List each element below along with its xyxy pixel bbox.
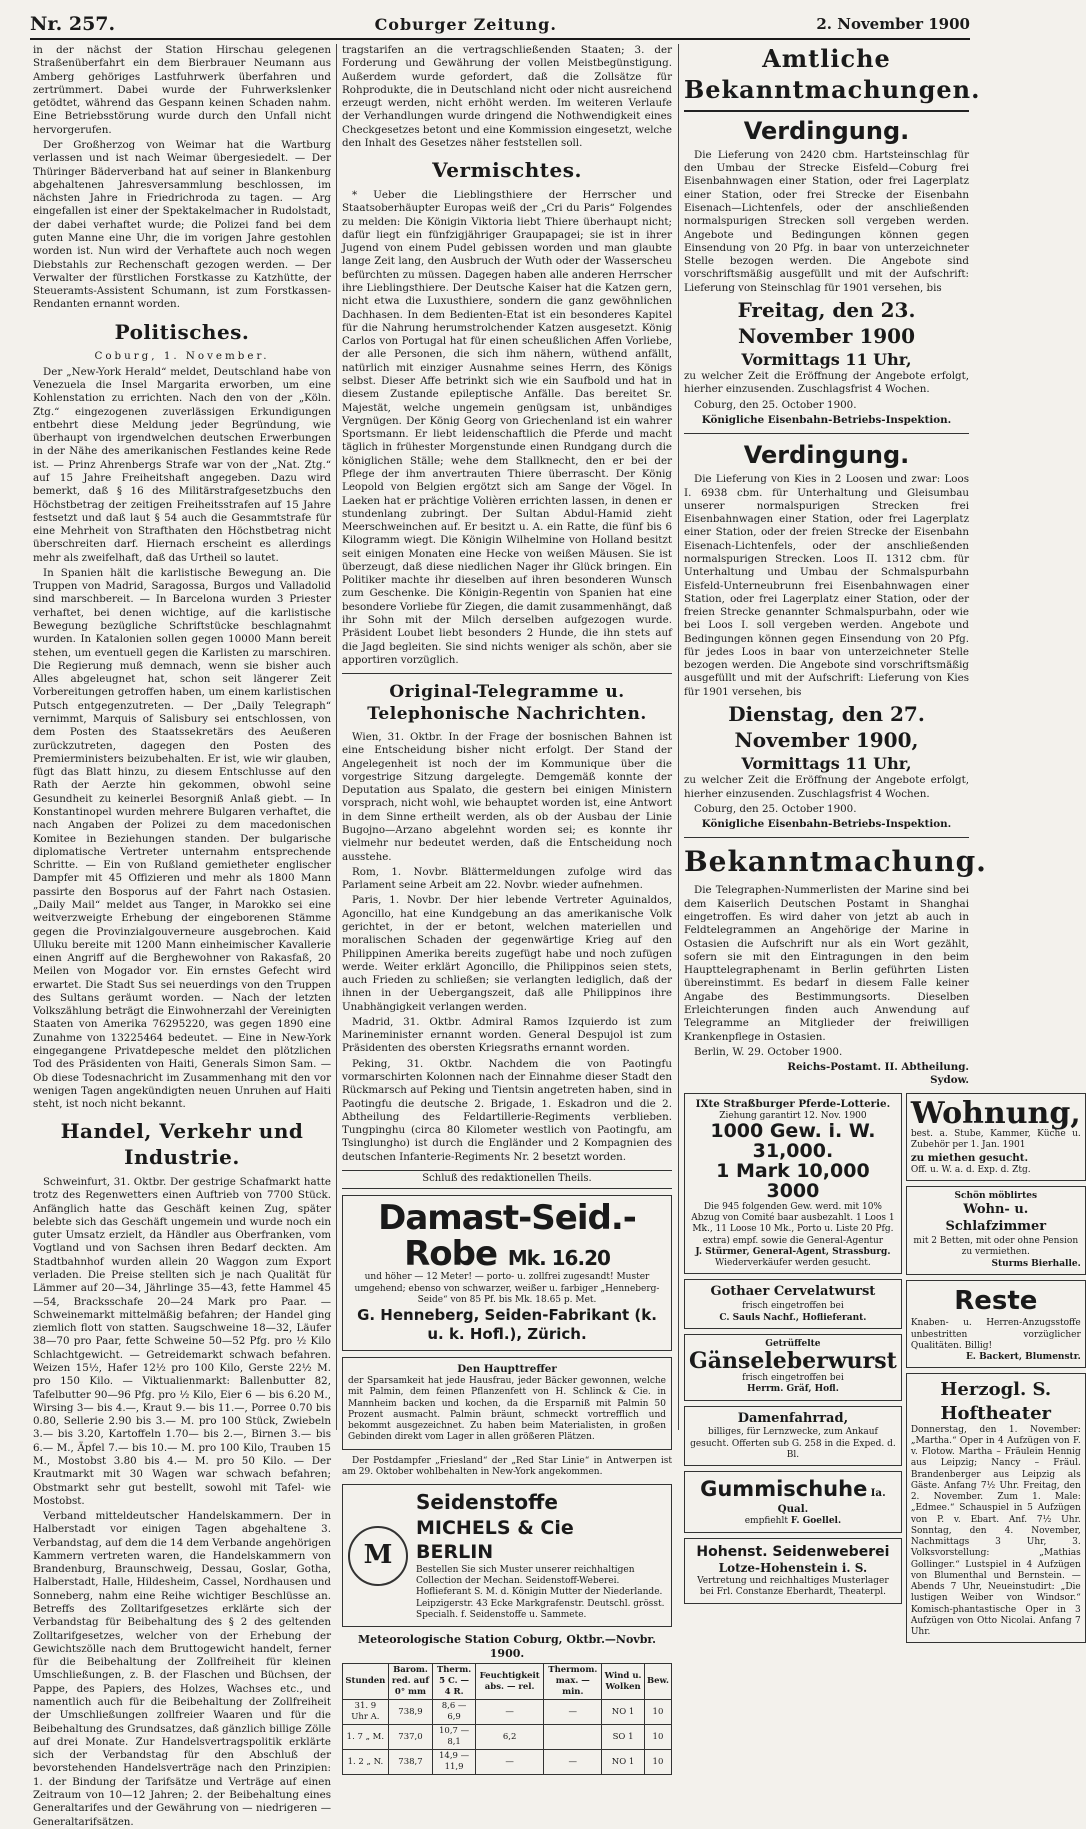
advert-firm: MICHELS & Cie [416,1516,574,1539]
table-cell [544,1725,602,1750]
table-header: Bew. [644,1664,671,1700]
article-text: Der Großherzog von Weimar hat die Wartburg verlassen und ist nach Weimar übergesiedelt. — Der Thüringer Bäderverband hat auf seiner in Blankenburg abgehaltenen Jahresversammlung beschlossen, im nächsten Jahre in Friedrichroda zu tagen. — Arg eingefallen ist einer der Spektakelmacher in Rudolstadt, der dabei verhaftet wurde; die Polizei fand bei dem guten Manne eine Uhr, die im vorigen Jahre gestohlen worden ist. Nun wird der Verhaftete auch noch wegen Diebstahls zur Rechenschaft gezogen werden. — Der Verwalter der fürstlichen Forstkasse zu Katzhütte, der Steueramts-Assistent Schumann, ist zum Forstkassen-Rendanten ernannt worden. [33,138,331,311]
column-middle [342,44,672,1773]
table-cell: — [475,1700,543,1725]
issue-number: Nr. 257. [30,13,116,35]
advert-headline: Hohenst. Seidenweberei [696,1543,890,1560]
advert-headline: Gummischuhe [700,1477,868,1502]
advert-text: best. a. Stube, Kammer, Küche u. Zubehör per 1. Jan. 1901 [910,1129,1081,1151]
article-text: Verband mitteldeutscher Handelskammern. Der in Halberstadt vor einigen Tagen abgehaltene 3. Verbandstag, auf dem die 14 dem Verbande angehörigen Kammern vertreten waren, die Handelskammern von Brandenburg, Braunschweig, Dessau, Goslar, Gotha, Halberstadt, Halle, Hildesheim, Cassel, Nordhausen und Sonneberg, nahm eine Reihe wichtiger Beschlüsse an. Betreffs des Zolltarifgesetzes erklärte sich der Verbandstag für Beibehaltung des § 2 des geltenden Zolltarifgesetzes, welcher von der Erhebung der Gewichtszölle nach dem Bruttogewicht handelt, ferner für die Beibehaltung der Zollfreiheit für kleinen Umschließungen, z. B. der Flaschen und Büchsen, der Pappe, des Papiers, des Holzes, Wachses etc., und namentlich auch für die Beibehaltung der Zollfreiheit der Umschließungen zollfreier Waaren und für die Beibehaltung des Grundsatzes, daß gänzlich billige Zölle auf drei Monate. Zur Handelsvertragspolitik erklärte sich der Verbandstag für den Abschluß der bevorstehenden Handelsverträge nach den Prinzipien: 1. der Bindung der Tarifsätze und Verträge auf einen Zeitraum von 10—12 Jahren; 2. der Beibehaltung eines Generaltarifes und der Gewährung von — niedrigeren — Generaltarifsätzen. [33,1510,331,1828]
section-heading-amtlich: Amtliche Bekanntmachungen. [684,44,969,112]
advert-seidenweberei [684,1538,902,1604]
dateline: Coburg, 1. November. [94,350,270,363]
advert-text: Knaben- u. Herren-Anzugsstoffe unbestritten vorzüglicher Qualitäten. Billig! [910,1318,1081,1351]
meteo-title: Meteorologische Station Coburg, Oktbr.—Novbr. 1900. [357,1633,656,1661]
advert-headline: Damast-Seid.-Robe [378,1197,636,1274]
advert-text: und höher — 12 Meter! — porto- u. zollfrei zugesandt! Muster umgehend; ebenso von schwarzer, weißer u. farbiger „Henneberg-Seide“ von 85 Pf. bis Mk. 18.65 p. Met. [354,1272,660,1305]
advert-wohnung [906,1093,1086,1182]
table-row [343,1700,672,1725]
advert-text: der Sparsamkeit hat jede Hausfrau, jeder Bäcker gewonnen, welche mit Palmin, dem feinen Pflanzenfett von H. Schlinck & Cie. in Mannheim backen und kochen, da die Ersparniß mit Palmin 50 Prozent ausmacht. Palmin bräunt, schmeckt vortrefflich und bekommt ausgezeichnet. Zu haben beim Materialisten, in großen Gebinden direkt vom Lager in allen größeren Plätzen. [348,1376,666,1443]
advert-firm: E. Backert, Blumenstr. [965,1352,1081,1363]
column-rule [336,44,337,1430]
advert-big-number: 1000 Gew. i. W. 31,000. [710,1120,876,1163]
notice-text: zu welcher Zeit die Eröffnung der Angebote erfolgt, hierher einzusenden. Zuschlagsfrist 4 Wochen. [684,370,969,396]
advert-headline: Wohnung, [910,1095,1081,1131]
notice-date: Dienstag, den 27. November 1900, [728,702,925,752]
table-cell: — [544,1700,602,1725]
advert-gaenseleber [684,1334,902,1401]
notice-heading: Verdingung. [743,116,910,145]
advert-text: Bestellen Sie sich Muster unserer reichhaltigen Collection der Mechan. Seidenstoff-Weberei. Hoflieferant S. M. d. Königin Mutter der Niederlande. Leipzigerstr. 43 Ecke Markgrafenstr. Deutschl. grösst. Specialh. f. Seidenstoffe u. Sammete. [416,1564,665,1620]
section-heading-politik: Politisches. [114,319,250,344]
notice-place: Coburg, den 25. October 1900. [694,802,857,815]
table-cell: 31. 9 Uhr A. [343,1700,389,1725]
advert-firm: C. Sauls Nachf., Hoflieferant. [719,1312,867,1323]
notice-time: Vormittags 11 Uhr, [741,753,912,773]
article-text: Der „New-York Herald“ meldet, Deutschland habe von Venezuela die Insel Margarita erworben, um eine Kohlenstation zu errichten. Nach den von der „Köln. Ztg.“ eingezogenen zuverlässigen Erkundigungen entbehrt diese Meldung jeder Begründung, wie überhaupt von irgendwelchen deutschen Erwerbungen in der Nähe des amerikanischen Festlandes keine Rede ist. — Prinz Ahrenbergs Strafe war von der „Nat. Ztg.“ auf 15 Jahre Freiheitshaft angegeben. Dazu wird bemerkt, daß § 16 des Militärstrafgesetzbuchs den Höchstbetrag der zeitigen Freiheitsstrafen auf 15 Jahre festsetzt und daß laut § 54 auch die Gesammtstrafe für eine Mehrheit von Strafthaten den Höchstbetrag nicht überschreiten darf. Hiernach erscheint es allerdings mehr als zweifelhaft, daß das Urtheil so lautet. [33,365,331,564]
notice-text: Der Postdampfer „Friesland“ der „Red Star Linie“ in Antwerpen ist am 29. Oktober wohlbehalten in New-York angekommen. [342,1455,672,1477]
advert-lottery [684,1093,902,1275]
table-header: Thermom. max. — min. [544,1664,602,1700]
notice-signature: Königliche Eisenbahn-Betriebs-Inspektion. [701,414,952,427]
advert-damast [342,1195,672,1351]
table-cell: — [475,1750,543,1775]
notice-date: Freitag, den 23. November 1900 [737,297,916,348]
table-cell: 10 [644,1700,671,1725]
issue-date: 2. November 1900 [816,15,970,33]
notice-signature: Reichs-Postamt. II. Abtheilung. [787,1061,969,1074]
column-rule [678,44,679,1430]
advert-text: billiges, für Lernzwecke, zum Ankauf gesucht. Offerten sub G. 258 in die Exped. d. Bl. [690,1427,896,1460]
section-heading-telegramme: Original-Telegramme u. Telephonische Nachrichten. [367,682,647,725]
advert-text: frisch eingetroffen bei [742,1373,844,1384]
advert-gummischuhe [684,1471,902,1533]
table-row [343,1750,672,1775]
table-cell: 737,0 [388,1725,432,1750]
table-cell: SO 1 [602,1725,645,1750]
table-header-row [343,1664,672,1700]
telegram-text: Wien, 31. Oktbr. In der Frage der bosnischen Bahnen ist eine Entscheidung bisher nicht erfolgt. Der Stand der Angelegenheit ist noch der im Kommunique über die vorgestrige Sitzung dargelegte. Demgemäß konnte der Deputation aus Spalato, die gestern bei einigen Ministern vorsprach, nicht wohl, wie behauptet worden ist, eine Antwort in dem Sinne ertheilt werden, als ob der Ausbau der Linie Bugojno—Arzano abgelehnt worden sei; es konnte ihr vielmehr nur bedeutet werden, daß die Entscheidung noch ausstehe. [342,731,672,863]
advert-headline: Damenfahrrad, [737,1410,849,1426]
notice-place: Coburg, den 25. October 1900. [694,398,857,411]
divider [342,673,672,674]
table-cell: 1. 7 „ M. [343,1725,389,1750]
article-text: in der nächst der Station Hirschau gelegenen Straßenüberfahrt ein dem Bierbrauer Neumann aus Amberg gehöriges Lastfuhrwerk überfahren und zertrümmert. Dabei wurde der Fuhrwerkslenker getödtet, während das Gespann keinen Schaden nahm. Eine Betriebsstörung wurde durch den Unfall nicht hervorgerufen. [33,44,331,136]
table-cell: 14,9 — 11,9 [433,1750,476,1775]
advert-firm: J. Stürmer, General-Agent, Strassburg. [695,1246,891,1257]
advert-headline: Herzogl. S. Hoftheater [940,1379,1052,1424]
advert-text: mit 2 Betten, mit oder ohne Pension zu vermiethen. [913,1236,1079,1258]
telegram-text: Madrid, 31. Oktbr. Admiral Ramos Izquierdo ist zum Marineminister ernannt worden. General Despujol ist zum Präsidenten des obersten Kriegsraths ernannt worden. [342,1015,672,1055]
advert-firm: Herrm. Gräf, Hofl. [746,1384,839,1395]
notice-text: Die Lieferung von 2420 cbm. Hartsteinschlag für den Umbau der Strecke Eisfeld—Coburg frei Eisenbahnwagen einer Station, oder frei Lagerplatz einer Station, oder frei Strecke der Eisenbahn Eisenach—Lichtenfels, oder der anschließenden normalspurigen Strecken soll vergeben werden. Angebote und Bedingungen können gegen Einsendung von 20 Pfg. in baar von unterzeichneter Stelle bezogen werden. Die Angebote sind vorschriftsmäßig ausgefüllt und mit der Aufschrift: Lieferung von Steinschlag für 1901 versehen, bis [684,148,969,294]
article-text: * Ueber die Lieblingsthiere der Herrscher und Staatsoberhäupter Europas weiß der „Cri du Paris“ Folgendes zu melden: Die Königin Viktoria liebt Thiere überhaupt nicht; dafür liegt ein fünfzigjähriger Graupapagei; sie ist in ihrer Jugend von einem Pudel gebissen worden und man glaubte lange Zeit lang, den Ausbruch der Wuth oder der Wasserscheu befürchten zu müssen. Dagegen haben alle anderen Herrscher ihre Lieblingsthiere. Der Deutsche Kaiser hat die Katzen gern, nicht etwa die Luxusthiere, sondern die ganz gewöhnlichen Dachhasen. In dem Bedienten-Etat ist ein besonderes Kapitel für die Nahrung herumstrolchender Katzen ausgesetzt. König Carlos von Portugal hat für einen scheußlichen Affen Vorliebe, der alle Personen, die sich ihm nähern, wüthend anfällt, natürlich mit einziger Ausnahme seines Herrn, des Königs selbst. Dieser Affe betrinkt sich wie ein Saufbold und hat in diesem Zustande epileptische Anfälle. Das bereitet Sr. Majestät, welche ungemein genügsam ist, unbändiges Vergnügen. Der König Georg von Griechenland ist ein wahrer Sportsmann. Er liebt leidenschaftlich die Pferde und macht täglich in frühester Morgenstunde einen Rundgang durch die königlichen Ställe; wehe dem Stallknecht, den er bei der Pflege der ihm anvertrauten Thiere überrascht. Der König Leopold von Belgien ergötzt sich am Sange der Vögel. In Laeken hat er prächtige Volièren errichten lassen, in denen er stundenlang zubringt. Der Sultan Abdul-Hamid zieht Meerschweinchen auf. Er besitzt u. A. ein Ratte, die fünf bis 6 Kilogramm wiegt. Die Königin Wilhelmine von Holland besitzt seit einigen Monaten eine Hecke von weißen Mäusen. Sie ist überzeugt, daß diese niedlichen Nager ihr Glück bringen. Ein Politiker machte ihr dieselben auf ihren besonderen Wunsch zum Geschenke. Die Königin-Regentin von Spanien hat eine besondere Vorliebe für Ziegen, die damit zusammenhängt, daß ihr Sohn mit der Milch derselben aufgezogen wurde. Präsident Loubet liebt besonders 2 Hunde, die ihn stets auf die Jagd begleiten. Sie sind nichts weniger als schön, aber sie apportiren vorzüglich. [342,189,672,666]
table-cell: 10 [644,1725,671,1750]
advert-text: Off. u. W. a. d. Exp. d. Ztg. [910,1164,1031,1175]
table-cell: 8,6 — 6,9 [433,1700,476,1725]
table-row [343,1725,672,1750]
notice-text: Die Telegraphen-Nummerlisten der Marine sind bei dem Kaiserlich Deutschen Postamt in Shanghai eingetroffen. Es wird daher von jetzt ab auch in Feldtelegrammen an Angehörige der Marine in Ostasien die Aufschrift nur als ein Wort gezählt, sofern sie mit den Eintragungen in den beim Haupttelegraphenamt in Berlin geführten Listen übereinstimmt. Es bedarf in diesem Falle keiner Angabe des Bestimmungsorts. Dieselben Erleichterungen finden auch Anwendung auf Telegramme an Mitglieder der freiwilligen Krankenpflege in Ostasien. [684,884,969,1043]
section-heading-handel: Handel, Verkehr und Industrie. [60,1119,304,1170]
newspaper-title: Coburger Zeitung. [374,14,557,34]
advert-text: frisch eingetroffen bei [742,1301,844,1312]
article-text: Schweinfurt, 31. Oktbr. Der gestrige Schafmarkt hatte trotz des Regenwetters einen Auftrieb von 7700 Stück. Anfänglich hatte das Geschäft keinen Zug, später belebte sich das Geschäft ungemein und wurde noch ein guter Umsatz erzielt, da Händler aus Oberfranken, vom Vogtland und von Sachsen ihren Bedarf deckten. Am Stadtbahnhof wurden allein 20 Waggon zum Export verladen. Die Preise stellten sich je nach Qualität für Lämmer auf 20—34, Jährlinge 35—43, fette Hammel 45—54, Bracksschafe 20—24 Mark pro Paar. — Schweinemarkt mittelmäßig befahren; der Handel ging ziemlich flott von statten. Saugschweine 18—32, Läufer 38—70 pro Paar, fette Schweine 50—52 Pfg. pro ½ Kilo Schlachtgewicht. — Getreidemarkt schwach befahren. Weizen 15½, Hafer 12½ pro 100 Kilo, Gerste 22½ M. pro 150 Kilo. — Viktualienmarkt: Ballenbutter 82, Tafelbutter 90—96 Pfg. pro ½ Kilo, Eier 6 — bis 6.20 M., Wirsing 3— bis 4.—, Kraut 9.— bis 11.—, Porree 0.70 bis 0.80, Sellerie 2.90 bis 3.— M. pro 100 Stück, Zwiebeln 3.— bis 3.20, Kartoffeln 1.70— bis 2.—, Birnen 3.— bis 6.— M., Äpfel 7.— bis 10.— M. pro 100 Kilo, Trauben 15 M., Mostobst 3.80 bis 4.— M. pro 50 Kilo. — Der Krautmarkt mit 30 Wagen war schwach befahren; Obstmarkt sehr gut bestellt, sowohl mit Tafel- wie Mostobst. [33,1176,331,1507]
editorial-end-line: Schluß des redaktionellen Theils. [342,1170,672,1189]
advert-firm: F. Goellel. [790,1516,842,1527]
divider [684,837,969,838]
table-cell: 738,7 [388,1750,432,1775]
table-header: Barom. red. auf 0° mm [388,1664,432,1700]
advert-headline: Gänseleberwurst [689,1348,897,1374]
table-header: Stunden [343,1664,389,1700]
meteo-table [342,1663,672,1775]
telegram-text: Peking, 31. Oktbr. Nachdem die von Paotingfu vormarschirten Kolonnen nach der Einnahme dieser Stadt den Rückmarsch auf Peking und Tientsin angetreten haben, sind in Paotingfu die deutsche 2. Brigade, 1. Eskadron und die 2. Abtheilung des Feldartillerie-Regiments verblieben. Tungpinghu (circa 80 Kilometer westlich von Paotingfu, am Tsinglungho) ist durch die Engländer und 2 Kompagnien des deutschen Infanterie-Regiments Nr. 2 besetzt worden. [342,1057,672,1163]
advert-big-number: 1 Mark 10,000 3000 [716,1160,870,1203]
advert-firm: Sturms Bierhalle. [991,1258,1081,1269]
table-header: Feuchtigkeit abs. — rel. [475,1664,543,1700]
advert-text: Die 945 folgenden Gew. werd. mit 10% Abzug von Comité baar ausbezahlt. 1 Loos 1 Mk., 11 Loose 10 Mk., Porto u. Liste 20 Pfg. extra) empf. sowie die General-Agentur [691,1201,895,1246]
article-text: In Spanien hält die karlistische Bewegung an. Die Truppen von Madrid, Saragossa, Burgos und Valladolid sind marschbereit. — In Barcelona wurden 3 Priester verhaftet, bei denen wichtige, auf die karlistische Bewegung bezügliche Schriftstücke beschlagnahmt wurden. In Katalonien sollen gegen 10000 Mann bereit stehen, um eventuell gegen die Karlisten zu marschiren. Die Regierung muß demnach, wenn sie bisher auch Alles abgeleugnet hat, schon seit längerer Zeit Vorbereitungen getroffen haben, um einem karlistischen Putsch entgegenzutreten. — Der „Daily Telegraph“ vernimmt, Marquis of Salisbury sei entschlossen, von dem Posten des Staatssekretärs des Aeußeren zurückzutreten, dagegen den Posten des Premierministers beizubehalten. Er ist, wie wir glauben, fügt das Blatt hinzu, zu diesem Entschlusse auf den Rath der Aerzte hin gekommen, obwohl seine Gesundheit zu keinerlei Besorgniß Anlaß giebt. — In Konstantinopel wurden mehrere Bulgaren verhaftet, die nach Angaben der Polizei zu dem macedonischen Komitee in Beziehungen standen. Der bulgarische diplomatische Vertreter unternahm entsprechende Schritte. — Ein von Rußland gemietheter englischer Dampfer mit 45 Offizieren und mehr als 1800 Mann passirte den Bosporus auf der Fahrt nach Ostasien. „Daily Mail“ meldet aus Tanger, in Marokko sei eine weitverzweigte Erhebung der eingeborenen Stämme gegen die Provinzialgouverneure ausgebrochen. Kaid Ulluku bereite mit 1200 Mann einheimischer Kavallerie einen Angriff auf die Berghewohner von Rakasfaß, 20 Meilen von Mogador vor. Ein ernstes Gefecht wird erwartet. Die Stadt Sus sei neuerdings von den Truppen des Sultans geräumt worden. — Nach der letzten Volkszählung beträgt die Einwohnerzahl der Vereinigten Staaten von Amerika 76295220, was gegen 1890 eine Zunahme von 13225464 bedeutet. — Eine in New-York eingegangene Privatdepesche meldet den plötzlichen Tod des Präsidenten von Haiti, Generals Simon Sam. — Ob diese Todesnachricht im Zusammenhang mit den vor wenigen Tagen angekündigten neuen Unruhen auf Haiti steht, ist noch nicht bekannt. [33,566,331,1111]
advert-headline: Reste [954,1285,1038,1316]
table-cell: NO 1 [602,1700,645,1725]
advert-pre: Getrüffelte [765,1338,821,1349]
advert-text: Ziehung garantirt 12. Nov. 1900 [719,1110,867,1121]
advert-seidenstoffe [342,1484,672,1627]
advert-headline: Seidenstoffe [416,1490,558,1514]
masthead [30,10,970,40]
advert-text: Donnerstag, den 1. November: „Martha.“ Oper in 4 Aufzügen von F. v. Flotow. Martha – Fräulein Hennig aus Leipzig; Nancy – Fräul. Brandenberger aus Leipzig als Gäste. Anfang 7½ Uhr. Freitag, den 2. November. Zum 1. Male: „Edmee.“ Schauspiel in 5 Aufzügen von P. v. Ebart. Anf. 7½ Uhr. Sonntag, den 4. November, Nachmittags 3 Uhr, 3. Volksvorstellung: „Mathias Gollinger.“ Lustspiel in 4 Aufzügen von Blumenthal und Bernstein. — Abends 7 Uhr, Neueinstudirt: „Die lustigen Weiber von Windsor.“ Komisch-phantastische Oper in 3 Aufzügen von Otto Nicolai. Anfang 7 Uhr. [910,1424,1081,1638]
seiden-logo-icon: M [348,1526,408,1586]
advert-hoftheater [906,1373,1086,1643]
table-cell: 1. 2 „ N. [343,1750,389,1775]
advert-pre: Schön möblirtes [954,1191,1038,1202]
notice-place: Berlin, W. 29. October 1900. [694,1045,843,1058]
advert-headline: IXte Straßburger Pferde-Lotterie. [695,1097,891,1110]
advert-text: Wiederverkäufer werden gesucht. [715,1258,871,1269]
table-header: Wind u. Wolken [602,1664,645,1700]
table-cell: 738,9 [388,1700,432,1725]
advert-quality: Ia. Qual. [777,1487,886,1516]
advert-city: BERLIN [416,1541,494,1564]
notice-time: Vormittags 11 Uhr, [741,349,912,369]
advert-text: empfiehlt [744,1516,788,1527]
advert-price: Mk. 16.20 [507,1245,610,1270]
telegram-text: Paris, 1. Novbr. Der hier lebende Vertreter Aguinaldos, Agoncillo, hat eine Kundgebung an das amerikanische Volk gerichtet, in der er betont, welchen materiellen und moralischen Schaden der gegenwärtige Krieg auf den Philippinen Amerika bereits zugefügt habe und noch zufügen werde. Weiter erklärt Agoncillo, die Philippinos seien stets, auch Frieden zu schließen; sie verlangten lediglich, daß der ihnen in der Uebergangszeit, daß alle Philippinos ihre Unabhängigkeit verlangen werden. [342,894,672,1013]
advert-zimmer [906,1186,1086,1275]
advert-firm: G. Henneberg, Seiden-Fabrikant (k. u. k. Hofl.), Zürich. [357,1306,657,1344]
advert-palmin [342,1357,672,1450]
advert-headline: Den Haupttreffer [457,1362,557,1375]
article-text: tragstarifen an die vertragschließenden Staaten; 3. der Forderung und Gewährung der vollen Meistbegünstigung. Außerdem wurde gefordert, daß die Zollsätze für Rohprodukte, die in Deutschland nicht oder nicht ausreichend erzeugt werden, nicht erhöht werden. Im weiteren Verlaufe der Verhandlungen wurde dringend die Nothwendigkeit eines Checkgesetzes betont und eine Kommission eingesetzt, welche den Inhalt des Gesetzes näher feststellen soll. [342,44,672,149]
table-cell: 10,7 — 8,1 [433,1725,476,1750]
table-cell: 10 [644,1750,671,1775]
telegram-text: Rom, 1. Novbr. Blättermeldungen zufolge wird das Parlament seine Arbeit am 22. Novbr. wieder aufnehmen. [342,865,672,892]
notice-text: zu welcher Zeit die Eröffnung der Angebote erfolgt, hierher einzusenden. Zuschlagsfrist 4 Wochen. [684,774,969,800]
advert-text: zu miethen gesucht. [910,1151,1029,1164]
notice-heading: Verdingung. [743,441,910,470]
table-cell: NO 1 [602,1750,645,1775]
table-header: Therm. 5 C. — 4 R. [433,1664,476,1700]
table-cell: — [544,1750,602,1775]
notice-signature-name: Sydow. [930,1074,969,1087]
notice-text: Die Lieferung von Kies in 2 Loosen und zwar: Loos I. 6938 cbm. für Unterhaltung und Gleisumbau unserer normalspurigen Strecken frei Eisenbahnwagen einer Station, oder frei Lagerplatz einer Station, oder der freien Strecke der Eisenbahn Eisenach-Lichtenfels, oder der anschließenden normalspurigen Strecken. Loos II. 1312 cbm. für Unterhaltung und Umbau der Schmalspurbahn Eisfeld-Unterneubrunn frei Eisenbahnwagen einer Station, oder frei Lagerplatz einer Station, oder der freien Strecke genannter Schmalspurbahn, oder wie bei Loos I. soll vergeben werden. Angebote und Bedingungen können gegen Einsendung von 20 Pfg. für jedes Loos in baar von unterzeichneter Stelle bezogen werden. Die Angebote sind vorschriftsmäßig ausgefüllt und mit der Aufschrift: Lieferung von Kies für 1901 versehen, bis [684,473,969,698]
advert-headline: Wohn- u. Schlafzimmer [945,1202,1047,1235]
advert-firm: Lotze-Hohenstein i. S. [718,1560,868,1575]
advert-cervelat [684,1279,902,1328]
advert-headline: Gothaer Cervelatwurst [710,1284,876,1300]
table-cell: 6,2 [475,1725,543,1750]
column-left [33,44,331,1828]
advert-text: Vertretung und reichhaltiges Musterlager bei Frl. Constanze Eberhardt, Theaterpl. [697,1576,889,1598]
column-right [684,44,1081,1638]
notice-signature: Königliche Eisenbahn-Betriebs-Inspektion. [701,818,952,831]
notice-heading: Bekanntmachung. [684,845,987,879]
advert-reste [906,1280,1086,1369]
divider [684,433,969,434]
advert-fahrrad [684,1406,902,1467]
section-heading-vermischtes: Vermischtes. [432,158,582,183]
